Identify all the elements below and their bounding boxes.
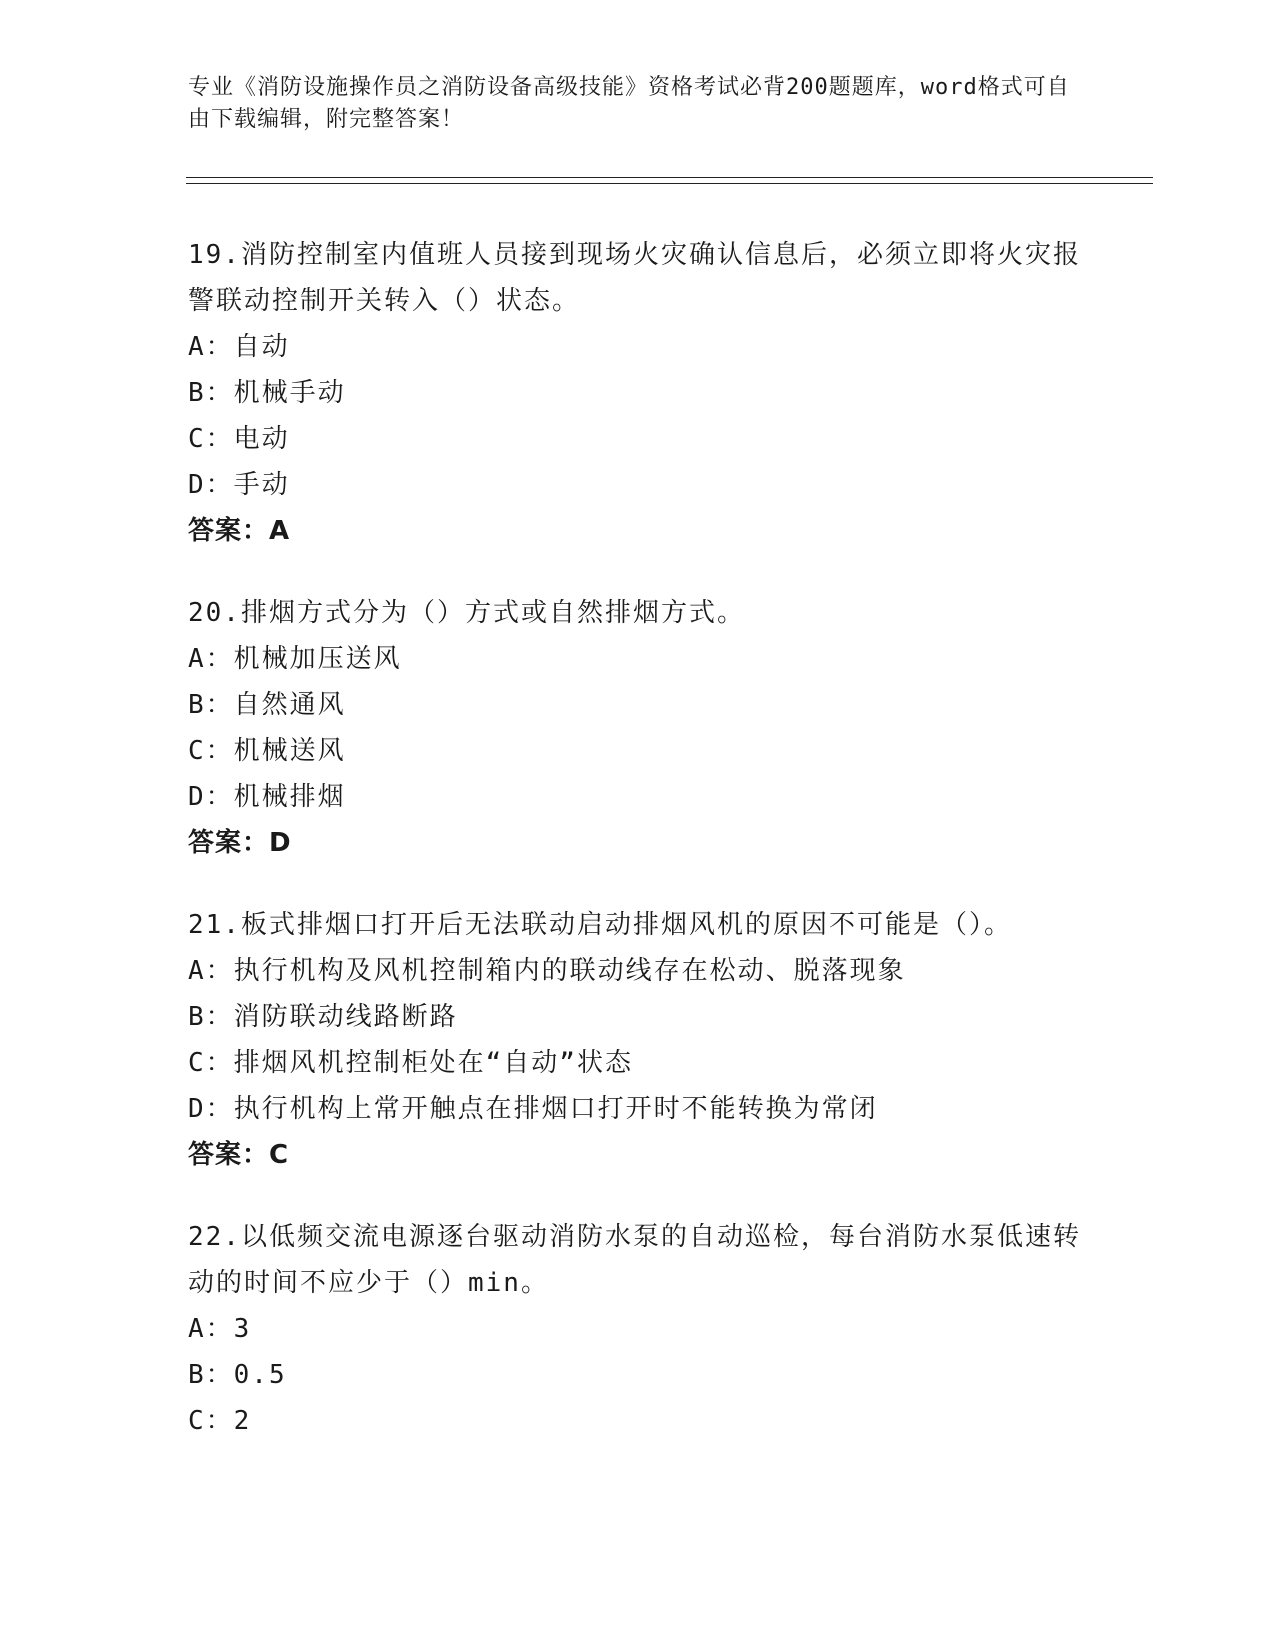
answer: 答案：C: [188, 1140, 290, 1170]
header-double-rule: [186, 177, 1153, 184]
question-stem: 21.板式排烟口打开后无法联动启动排烟风机的原因不可能是（）。: [188, 910, 1012, 940]
question-19: [188, 232, 1088, 554]
question-stem: 22.以低频交流电源逐台驱动消防水泵的自动巡检，每台消防水泵低速转动的时间不应少于（）min。: [188, 1222, 1081, 1298]
question-stem: 20.排烟方式分为（）方式或自然排烟方式。: [188, 598, 745, 628]
answer: 答案：D: [188, 828, 292, 858]
question-stem: 19.消防控制室内值班人员接到现场火灾确认信息后，必须立即将火灾报警联动控制开关转入（）状态。: [188, 240, 1081, 316]
option-d: D：机械排烟: [188, 782, 346, 812]
option-b: B：机械手动: [188, 378, 346, 408]
option-c: C：电动: [188, 424, 290, 454]
document-header: 专业《消防设施操作员之消防设备高级技能》资格考试必背200题题库，word格式可自由下载编辑，附完整答案！: [188, 75, 1070, 132]
option-a: A：执行机构及风机控制箱内的联动线存在松动、脱落现象: [188, 956, 906, 986]
option-d: D：执行机构上常开触点在排烟口打开时不能转换为常闭: [188, 1094, 878, 1124]
option-d: D：手动: [188, 470, 290, 500]
question-20: [188, 590, 1088, 866]
option-a: A：自动: [188, 332, 290, 362]
option-a: A：机械加压送风: [188, 644, 402, 674]
answer: 答案：A: [188, 516, 291, 546]
option-c: C：2: [188, 1406, 252, 1436]
option-b: B：自然通风: [188, 690, 346, 720]
option-c: C：排烟风机控制柜处在“自动”状态: [188, 1048, 633, 1078]
option-a: A：3: [188, 1314, 252, 1344]
question-list: [188, 232, 1088, 1480]
option-c: C：机械送风: [188, 736, 346, 766]
option-b: B：0.5: [188, 1360, 287, 1390]
question-21: [188, 902, 1088, 1178]
question-22: [188, 1214, 1088, 1444]
option-b: B：消防联动线路断路: [188, 1002, 458, 1032]
